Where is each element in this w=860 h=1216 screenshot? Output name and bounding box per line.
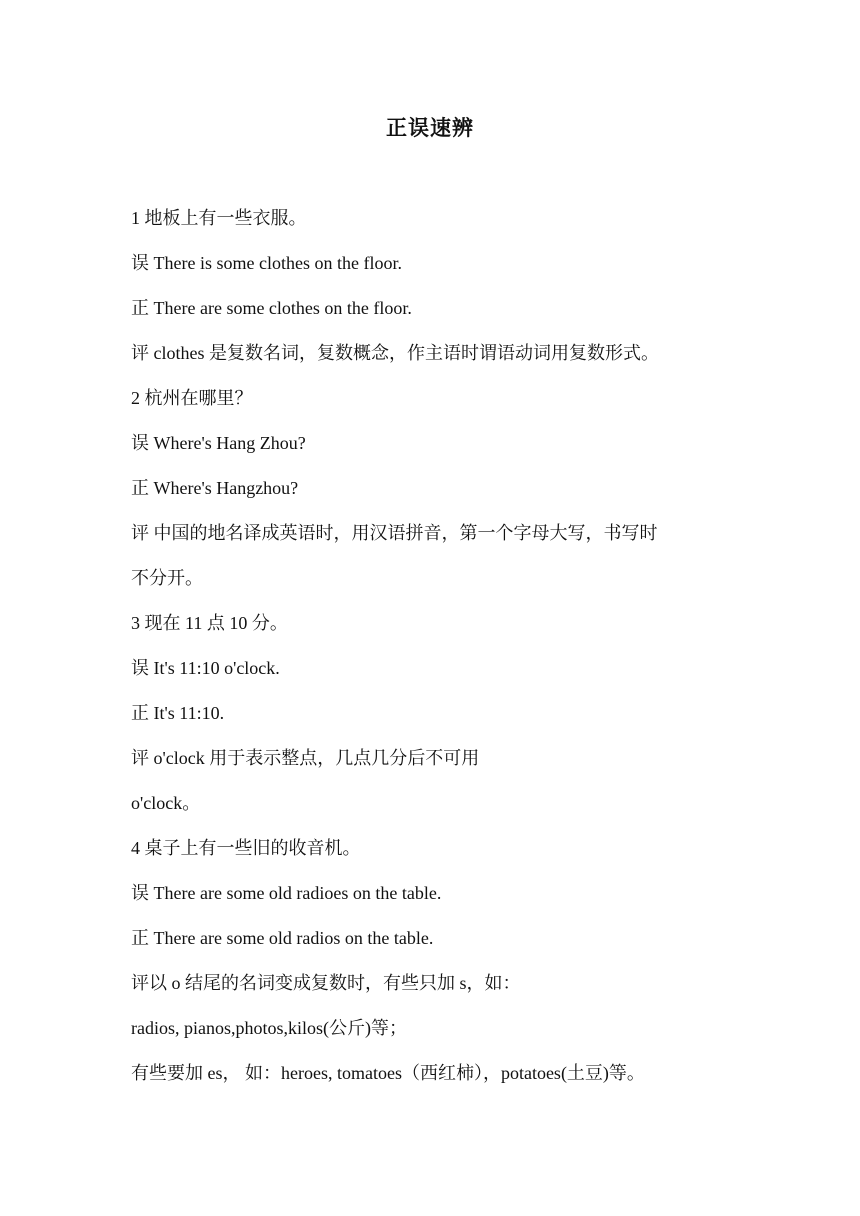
item-2-wrong: 误 Where's Hang Zhou?	[131, 433, 306, 453]
item-2-correct: 正 Where's Hangzhou?	[131, 478, 299, 498]
item-1-comment: 评 clothes 是复数名词，复数概念，作主语时谓语动词用复数形式。	[131, 343, 659, 363]
item-4-question: 4 桌子上有一些旧的收音机。	[131, 838, 361, 858]
page-title: 正误速辨	[386, 116, 474, 140]
item-4-wrong: 误 There are some old radioes on the table.	[131, 883, 442, 903]
item-3-correct: 正 It's 11:10.	[131, 703, 225, 723]
item-2-comment: 评 中国的地名译成英语时，用汉语拼音，第一个字母大写，书写时	[131, 523, 658, 543]
item-1-question: 1 地板上有一些衣服。	[131, 208, 307, 228]
item-4-correct: 正 There are some old radios on the table.	[131, 928, 434, 948]
item-3-wrong: 误 It's 11:10 o'clock.	[131, 658, 280, 678]
item-2-question: 2 杭州在哪里？	[131, 388, 253, 408]
item-2-comment-continued: 不分开。	[131, 568, 203, 588]
item-4-example-es: 有些要加 es， 如：heroes, tomatoes（西红柿），potatoes(土豆)等。	[131, 1063, 645, 1083]
item-3-comment: 评 o'clock 用于表示整点，几点几分后不可用	[131, 748, 480, 768]
document-body	[131, 196, 741, 1096]
item-1-correct: 正 There are some clothes on the floor.	[131, 298, 412, 318]
item-4-example-s: radios, pianos,photos,kilos(公斤)等；	[131, 1018, 407, 1038]
item-1-wrong: 误 There is some clothes on the floor.	[131, 253, 402, 273]
item-4-comment: 评以 o 结尾的名词变成复数时，有些只加 s，如：	[131, 973, 521, 993]
item-3-question: 3 现在 11 点 10 分。	[131, 613, 288, 633]
item-3-comment-continued: o'clock。	[131, 793, 201, 813]
